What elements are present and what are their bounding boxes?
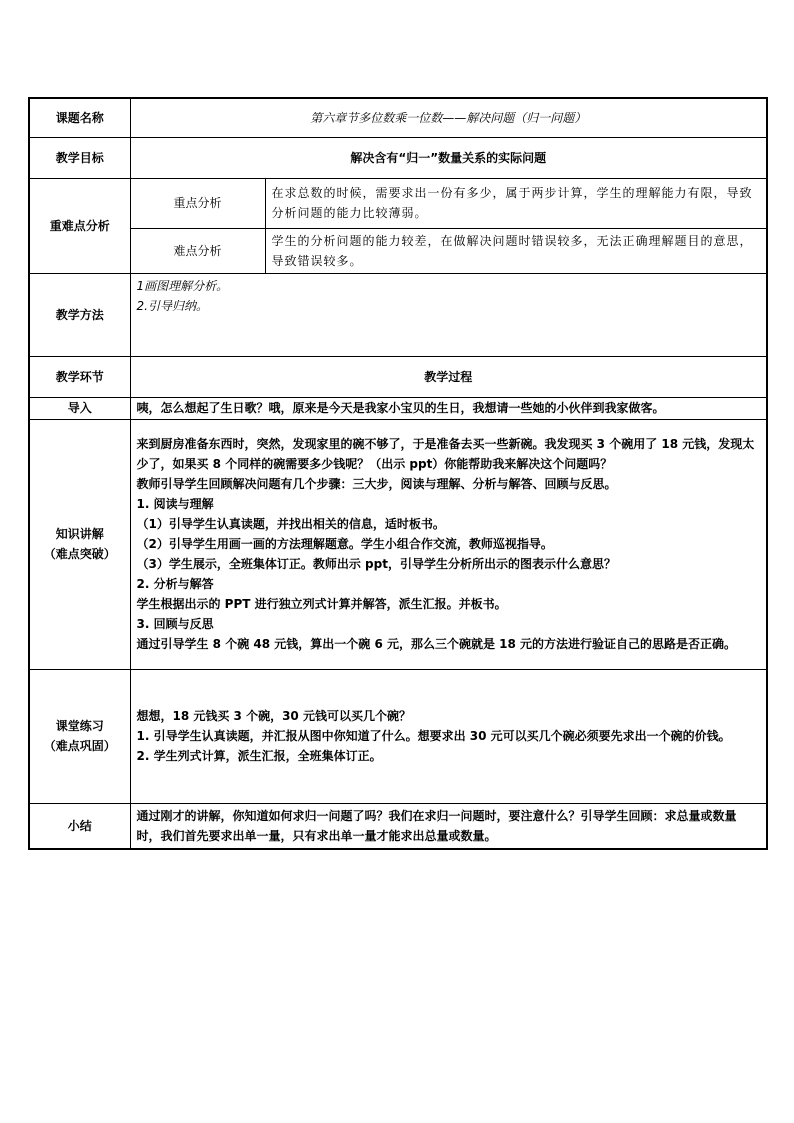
goal-label: 教学目标	[29, 137, 130, 178]
practice-content	[130, 669, 767, 803]
intro-label: 导入	[29, 397, 130, 419]
key-difficult-label: 重难点分析	[29, 178, 130, 273]
knowledge-content	[130, 419, 767, 669]
method-list	[130, 273, 767, 356]
knowledge-line: 3. 回顾与反思	[136, 617, 214, 631]
practice-sublabel: （难点巩固）	[43, 739, 116, 753]
row-difficult-point	[29, 228, 767, 273]
key-point-label: 重点分析	[130, 178, 265, 228]
knowledge-line: 2. 分析与解答	[136, 577, 214, 591]
title-label: 课题名称	[29, 98, 130, 137]
key-point-text: 在求总数的时候，需要求出一份有多少，属于两步计算，学生的理解能力有限，导致分析问题的能力比较薄弱。	[265, 178, 767, 228]
practice-line: 想想，18 元钱买 3 个碗，30 元钱可以买几个碗？	[136, 709, 411, 723]
knowledge-line: （1）引导学生认真读题，并找出相关的信息，适时板书。	[136, 517, 445, 531]
row-practice	[29, 669, 767, 803]
row-method	[29, 273, 767, 356]
practice-label	[29, 669, 130, 803]
knowledge-line: （3）学生展示，全班集体订正。教师出示 ppt，引导学生分析所出示的图表示什么意思？	[136, 557, 616, 571]
knowledge-line: 来到厨房准备东西时，突然，发现家里的碗不够了，于是准备去买一些新碗。我发现买 3 个碗用了 18 元钱，发现太少了，如果买 8 个同样的碗需要多少钱呢？（出示 ppt）你能帮助我来解决这个问题吗？	[136, 437, 755, 471]
knowledge-line: 学生根据出示的 PPT 进行独立列式计算并解答，派生汇报。并板书。	[136, 597, 507, 611]
row-key-point	[29, 178, 767, 228]
row-knowledge	[29, 419, 767, 669]
knowledge-line: 通过引导学生 8 个碗 48 元钱，算出一个碗 6 元，那么三个碗就是 18 元的方法进行验证自己的思路是否正确。	[136, 637, 737, 651]
stage-header: 教学环节	[29, 356, 130, 397]
practice-line: 2. 学生列式计算，派生汇报，全班集体订正。	[136, 749, 382, 763]
row-intro	[29, 397, 767, 419]
process-header: 教学过程	[130, 356, 767, 397]
summary-label: 小结	[29, 803, 130, 849]
knowledge-title: 知识讲解	[55, 527, 104, 541]
row-summary	[29, 803, 767, 849]
intro-text: 咦，怎么想起了生日歌？哦，原来是今天是我家小宝贝的生日，我想请一些她的小伙伴到我家做客。	[130, 397, 767, 419]
knowledge-line: 1. 阅读与理解	[136, 497, 214, 511]
knowledge-line: 教师引导学生回顾解决问题有几个步骤：三大步，阅读与理解、分析与解答、回顾与反思。	[136, 477, 617, 491]
row-header	[29, 356, 767, 397]
lesson-plan-table	[28, 97, 768, 850]
row-goal	[29, 137, 767, 178]
method-item: 2.引导归纳。	[136, 298, 208, 313]
knowledge-label	[29, 419, 130, 669]
knowledge-line: （2）引导学生用画一画的方法理解题意。学生小组合作交流，教师巡视指导。	[136, 537, 553, 551]
difficult-point-label: 难点分析	[130, 228, 265, 273]
method-label: 教学方法	[29, 273, 130, 356]
title-value: 第六章节多位数乘一位数——解决问题（归一问题）	[130, 98, 767, 137]
goal-value: 解决含有“归一”数量关系的实际问题	[130, 137, 767, 178]
practice-line: 1. 引导学生认真读题，并汇报从图中你知道了什么。想要求出 30 元可以买几个碗必须要先求出一个碗的价钱。	[136, 729, 731, 743]
method-item: 1画图理解分析。	[136, 278, 229, 293]
summary-text: 通过刚才的讲解，你知道如何求归一问题了吗？我们在求归一问题时，要注意什么？引导学生回顾：求总量或数量时，我们首先要求出单一量，只有求出单一量才能求出总量或数量。	[130, 803, 767, 849]
knowledge-sublabel: （难点突破）	[43, 547, 116, 561]
row-title	[29, 98, 767, 137]
practice-title: 课堂练习	[55, 719, 104, 733]
difficult-point-text: 学生的分析问题的能力较差，在做解决问题时错误较多，无法正确理解题目的意思，导致错误较多。	[265, 228, 767, 273]
